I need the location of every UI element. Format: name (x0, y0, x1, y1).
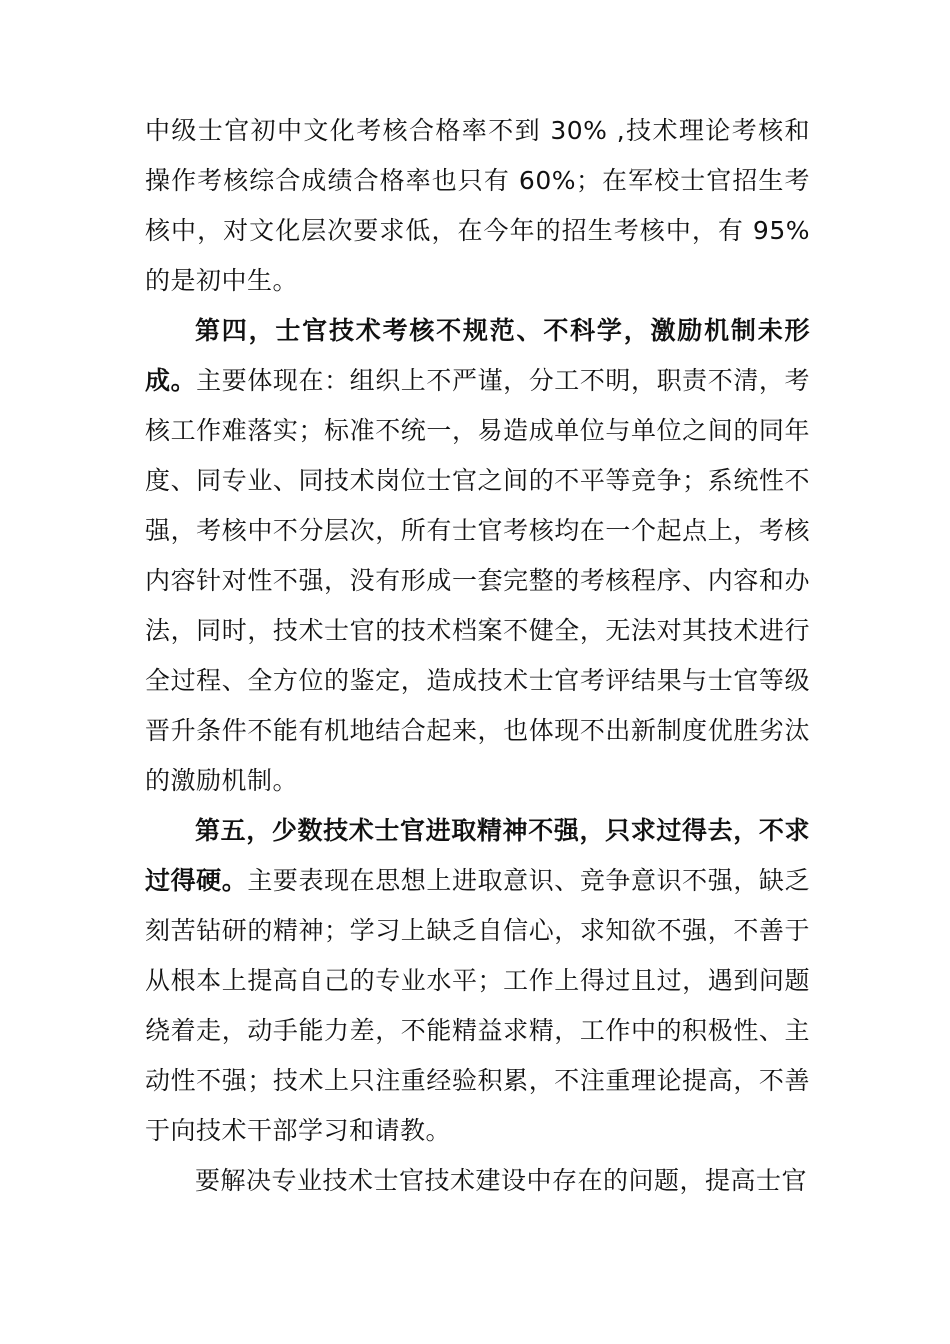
paragraph-2-body: 主要体现在：组织上不严谨，分工不明，职责不清，考核工作难落实；标准不统一，易造成单位与单位之间的同年度、同专业、同技术岗位士官之间的不平等竞争；系统性不强，考核中不分层次，所有士官考核均在一个起点上，考核内容针对性不强，没有形成一套完整的考核程序、内容和办法，同时，技术士官的技术档案不健全，无法对其技术进行全过程、全方位的鉴定，造成技术士官考评结果与士官等级晋升条件不能有机地结合起来，也体现不出新制度优胜劣汰的激励机制。 (145, 366, 810, 795)
paragraph-3-body: 主要表现在思想上进取意识、竞争意识不强，缺乏刻苦钻研的精神；学习上缺乏自信心，求知欲不强，不善于从根本上提高自己的专业水平；工作上得过且过，遇到问题绕着走，动手能力差，不能精益求精，工作中的积极性、主动性不强；技术上只注重经验积累，不注重理论提高，不善于向技术干部学习和请教。 (145, 866, 810, 1145)
paragraph-4 (145, 1156, 810, 1206)
paragraph-4-body: 要解决专业技术士官技术建设中存在的问题，提高士官 (195, 1166, 808, 1195)
paragraph-2 (145, 306, 810, 806)
paragraph-1-body: 中级士官初中文化考核合格率不到 30% ,技术理论考核和操作考核综合成绩合格率也只有 60%；在军校士官招生考核中，对文化层次要求低，在今年的招生考核中，有 95%的是初中生。 (145, 116, 810, 295)
paragraph-3 (145, 806, 810, 1156)
paragraph-1 (145, 106, 810, 306)
document-body (145, 106, 810, 1206)
paragraph-2-heading: 第四，士官技术考核不规范、不科学，激励机制未形成。 (145, 316, 810, 395)
paragraph-3-heading: 第五，少数技术士官进取精神不强，只求过得去，不求过得硬。 (145, 816, 810, 895)
